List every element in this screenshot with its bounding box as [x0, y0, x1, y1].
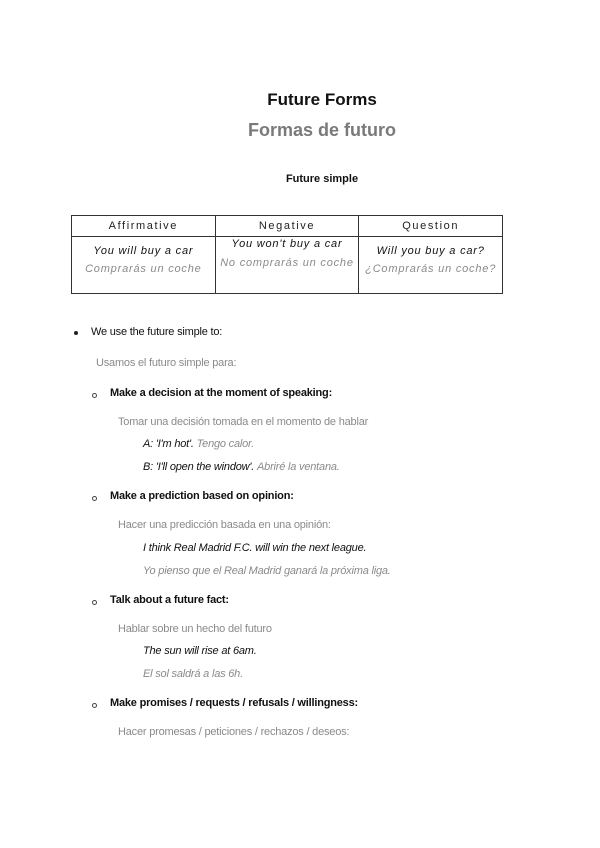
bullet-dot: [74, 331, 78, 335]
use-heading-spanish: Hacer una predicción basada en una opinión:: [118, 519, 331, 531]
example-spanish: El sol saldrá a las 6h.: [143, 668, 243, 680]
table-row: [72, 237, 503, 294]
question-english: Will you buy a car?: [376, 245, 485, 257]
use-heading: Talk about a future fact:: [110, 594, 229, 606]
negative-spanish: No comprarás un coche: [220, 257, 354, 269]
example-spanish: Abriré la ventana.: [257, 461, 340, 473]
example-spanish: Tengo calor.: [196, 438, 254, 450]
header-negative: Negative: [215, 216, 359, 237]
sub-bullet-circle: [92, 496, 97, 501]
example-spanish: Yo pienso que el Real Madrid ganará la próxima liga.: [143, 565, 391, 577]
example-english: The sun will rise at 6am.: [143, 645, 257, 657]
page-subtitle: Formas de futuro: [247, 120, 396, 140]
future-forms-table: [71, 215, 503, 294]
page-title: Future Forms: [267, 90, 377, 109]
use-heading: Make a decision at the moment of speaking:: [110, 387, 333, 399]
header-question: Question: [359, 216, 503, 237]
use-heading: Make a prediction based on opinion:: [110, 490, 294, 502]
table-header-row: [72, 216, 503, 237]
sub-bullet-circle: [92, 703, 97, 708]
intro-spanish: Usamos el futuro simple para:: [96, 357, 237, 369]
sub-bullet-circle: [92, 393, 97, 398]
example-line: [143, 438, 254, 450]
example-line: [143, 461, 340, 473]
use-heading-spanish: Tomar una decisión tomada en el momento de hablar: [118, 416, 369, 428]
cell-question: [359, 237, 503, 294]
use-heading: Make promises / requests / refusals / willingness:: [110, 697, 358, 709]
use-heading-spanish: Hablar sobre un hecho del futuro: [118, 623, 272, 635]
intro-english: We use the future simple to:: [91, 326, 223, 338]
use-heading-spanish: Hacer promesas / peticiones / rechazos / deseos:: [118, 726, 350, 738]
section-heading: Future simple: [285, 173, 359, 185]
example-english: B: 'I'll open the window'.: [143, 461, 255, 473]
question-spanish: ¿Comprarás un coche?: [365, 263, 497, 275]
affirmative-english: You will buy a car: [93, 245, 194, 257]
cell-affirmative: [72, 237, 216, 294]
affirmative-spanish: Comprarás un coche: [85, 263, 202, 275]
cell-negative: [215, 237, 359, 294]
header-affirmative: Affirmative: [72, 216, 216, 237]
example-english: A: 'I'm hot'.: [143, 438, 194, 450]
negative-english: You won't buy a car: [231, 238, 343, 250]
example-english: I think Real Madrid F.C. will win the next league.: [143, 542, 367, 554]
sub-bullet-circle: [92, 600, 97, 605]
